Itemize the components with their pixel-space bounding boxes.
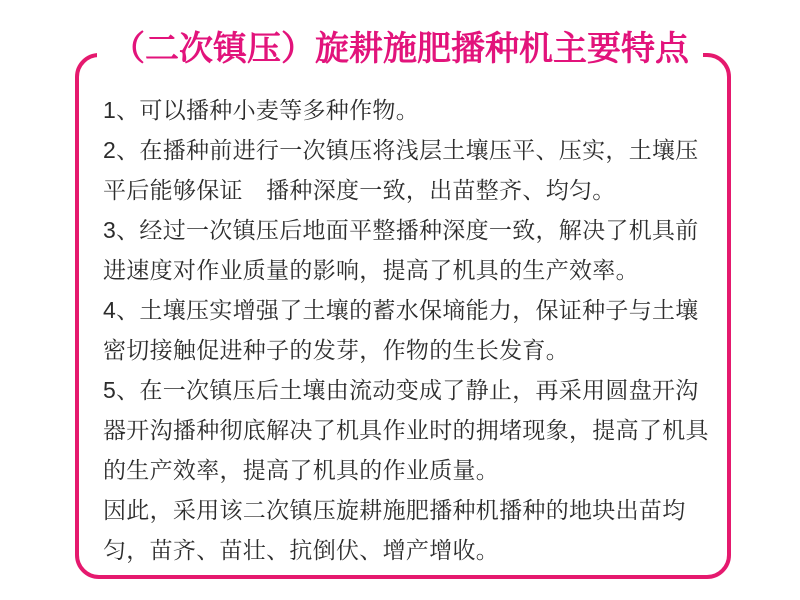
feature-line-6: 4、土壤压实增强了土壤的蓄水保墒能力，保证种子与土壤	[103, 297, 699, 323]
feature-line-12: 匀，苗齐、苗壮、抗倒伏、增产增收。	[103, 537, 500, 563]
feature-line-9: 器开沟播种彻底解决了机具作业时的拥堵现象，提高了机具	[103, 417, 709, 443]
feature-line-1: 1、可以播种小麦等多种作物。	[103, 97, 419, 123]
feature-line-11: 因此，采用该二次镇压旋耕施肥播种机播种的地块出苗均	[103, 497, 686, 523]
feature-line-10: 的生产效率，提高了机具的作业质量。	[103, 457, 500, 483]
feature-line-2: 2、在播种前进行一次镇压将浅层土壤压平、压实，土壤压	[103, 137, 699, 163]
feature-line-3: 平后能够保证 播种深度一致，出苗整齐、均匀。	[103, 177, 616, 203]
feature-line-8: 5、在一次镇压后土壤由流动变成了静止，再采用圆盘开沟	[103, 377, 699, 403]
card-title: （二次镇压）旋耕施肥播种机主要特点	[97, 26, 703, 74]
feature-line-7: 密切接触促进种子的发芽，作物的生长发育。	[103, 337, 569, 363]
feature-line-4: 3、经过一次镇压后地面平整播种深度一致，解决了机具前	[103, 217, 699, 243]
feature-line-5: 进速度对作业质量的影响，提高了机具的生产效率。	[103, 257, 639, 283]
feature-list	[103, 90, 723, 570]
